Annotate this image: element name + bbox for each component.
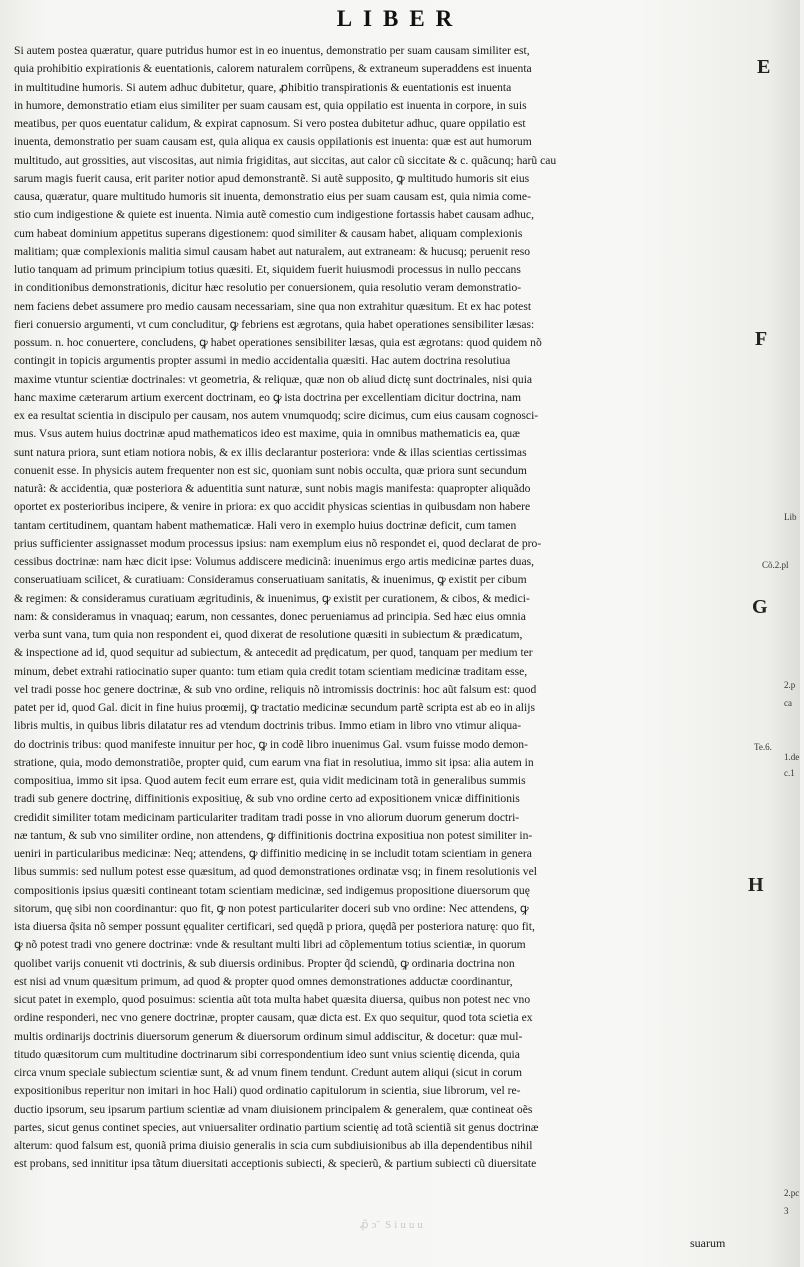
- text-line: quia prohibitio expirationis & euentationis, calorem naturalem corrũpens, & extraneum superaddens est inuenta: [14, 62, 532, 76]
- margin-note: Te.6.: [754, 742, 772, 752]
- text-line: stio cum indigestione & quiete est inuenta. Nimia autẽ comestio cum indigestione fortassis habet causam adhuc,: [14, 208, 534, 222]
- text-line: contingit in topicis argumentis propter assumi in medio accidentalia quæsiti. Hac autem doctrina resolutiua: [14, 354, 511, 368]
- margin-letter-e: E: [757, 56, 771, 78]
- text-line: credidit similiter totam medicinam particulariter traditam tradi posse in vno aliorum duorum generum doctri-: [14, 810, 520, 824]
- text-line: & inspectione ad id, quod sequitur ad subiectum, & antecedit ad prędicatum, per quod, tanquam per medium ter: [14, 646, 533, 660]
- text-line: sicut patet in exemplo, quod posuimus: scientia aũt tota multa habet quæsita diuersa, quibus non potest nec vno: [14, 993, 531, 1006]
- text-line: sarum magis fuerit causa, erit pariter notior apud demonstrantẽ. Si autẽ supposito, ꝙ multitudo humoris sit eius: [14, 171, 530, 185]
- margin-note: Cõ.2.pl: [762, 560, 789, 570]
- text-line: quolibet varijs conuenit vti doctrinis, & sub diuersis ordinibus. Propter q̃d sciendũ, ꝙ ordinaria doctrina non: [14, 956, 515, 970]
- text-line: tradi sub genere doctrinę, diffinitionis expositiuę, & sub vno ordine certo ad expositionem vnicæ diffinitionis: [14, 792, 520, 806]
- text-line: cessibus doctrinæ: nam hæc dicit ipse: Volumus addiscere medicinã: inuenimus ergo artis medicinæ partes duas,: [14, 555, 535, 568]
- text-line: ista diuersa q̃sita nõ semper possunt ęqualiter certificari, sed quędã p priora, quędã per posteriora naturę: quo fit,: [14, 920, 535, 933]
- margin-note: 2.p: [784, 680, 796, 690]
- text-line: causa, quæratur, quare multitudo humoris sit inuenta, demonstratio eius per suam causam est, quia nimia come-: [14, 190, 531, 203]
- text-line: meatibus, per quos euentatur calidum, & expirat capnosum. Si vero postea dubitetur adhuc, quare oppilatio est: [14, 117, 526, 130]
- text-line: alterum: quod falsum est, quoniã prima diuisio generalis in scia cum subdiuisionibus ab illa dependentibus nihil: [14, 1139, 533, 1152]
- text-line: inuenta, demonstratio per suam causam est, quia aliqua ex causis oppilationis est inuenta: quæ est aut humorum: [14, 135, 532, 149]
- text-line: circa vnum speciale subiectum scientiæ sunt, & ad vnum finem tendunt. Credunt autem aliqui (sicut in corum: [14, 1066, 523, 1079]
- text-line: verba sunt vana, tum quia non respondent ei, quod dixerat de resolutione quæsiti in subiectum & prædicatum,: [14, 628, 523, 641]
- margin-letter-f: F: [755, 328, 768, 350]
- text-line: compositiua, immo sit ipsa. Quod autem fecit eum errare est, quia vidit medicinam totã in generalibus summis: [14, 774, 526, 787]
- margin-letter-g: G: [752, 596, 768, 618]
- text-line: patet per id, quod Gal. dicit in fine huius proœmij, ꝙ tractatio medicinæ secundum partẽ scripta est ab eo in alijs: [14, 701, 535, 714]
- bleed-through-text: ꝓ̃ɔ̃ Siuuu: [360, 1219, 426, 1231]
- text-line: compositionis ipsius quæsiti contineant totam scientiam medicinæ, sed indigemus propositione diuersorum quę: [14, 883, 530, 897]
- text-line: lutio tanquam ad primum principium totius quæsiti. Et, siquidem fuerit huiusmodi processus in nullo peccans: [14, 263, 521, 276]
- text-line: multitudo, aut grossities, aut viscositas, aut nimia frigiditas, aut siccitas, aut calor cũ siccitate & c. quãcunq; harũ cau: [14, 153, 557, 167]
- text-line: fieri conuersio argumenti, vt cum concluditur, ꝙ febriens est ægrotans, quia habet operationes sensibiliter læsas:: [14, 317, 535, 331]
- text-line: possum. n. hoc conuertere, concludens, ꝙ habet operationes sensibiliter læsas, quia est ægrotans: quod quidem nõ: [14, 336, 542, 349]
- margin-note: ca: [784, 698, 792, 708]
- margin-note: Lib: [784, 512, 797, 522]
- text-line: libris multis, in quibus libris dilatatur res ad vtendum doctrinis tribus. Immo etiam in libro vno vtimur aliqua-: [14, 719, 522, 733]
- text-line: partes, sicut genus continet species, aut vniuersaliter ordinatio partium scientię ad totã scientiã sit genus doctrinæ: [14, 1120, 539, 1134]
- text-line: multis ordinarijs doctrinis diuersorum generum & diuersorum ordinum simul addiscitur, & docetur: quæ mul-: [14, 1029, 523, 1043]
- text-line: titudo quæsitorum cum multitudine doctrinarum sibi correspondentium ideo sunt vnius scientię dicenda, quia: [14, 1047, 520, 1061]
- text-line: sunt natura priora, sunt etiam notiora nobis, & ex illis declarantur posteriora: vnde & illas scientias certissimas: [14, 445, 527, 459]
- text-line: prius sufficienter assignasset modum processus ipsius: nam exemplum eius nõ respondet ei, quod declarat de pro-: [14, 536, 542, 550]
- text-line: & regimen: & consideramus curatiuam ægritudinis, & inuenimus, ꝙ existit per curationem, & cibos, & medici-: [14, 591, 530, 605]
- text-line: Si autem postea quæratur, quare putridus humor est in eo inuentus, demonstratio per suam causam similiter est,: [14, 44, 530, 57]
- body-text: [14, 42, 742, 1174]
- text-line: expositionibus reperitur non imitari in hoc Hali) quod ordinatio capitulorum in scientia, siue librorum, vel re-: [14, 1084, 521, 1098]
- text-line: sitorum, quę sibi non coordinantur: quo fit, ꝙ non potest particulariter doceri sub vno ordine: Nec attendens, ꝙ: [14, 901, 529, 915]
- text-line: ordine responderi, nec vno genere doctrinæ, propter causam, quæ dicta est. Ex quo sequitur, quod tota scietia ex: [14, 1011, 533, 1025]
- text-line: hanc maxime cæterarum artium exercent doctrinam, eo ꝙ ista doctrina per excellentiam dicitur doctrina, nam: [14, 390, 522, 404]
- margin-letter-h: H: [748, 874, 764, 896]
- text-line: do doctrinis tribus: quod manifeste innuitur per hoc, ꝙ in codẽ libro inuenimus Gal. vsum fuisse modo demon-: [14, 737, 528, 751]
- margin-note: c.1: [784, 768, 795, 778]
- text-line: nam: & consideramus in vnaquaq; earum, non cessantes, donec perueniamus ad principia. Sed hæc eius omnia: [14, 609, 526, 623]
- text-line: ueniri in particularibus medicinæ: Neq; attendens, ꝙ diffinitio medicinę in se includit totam scientiam in genera: [14, 847, 532, 860]
- text-line: tantam certitudinem, quantam habent mathematicæ. Hali vero in exemplo huius doctrinæ deficit, cum tamen: [14, 518, 517, 532]
- text-line: conuenit esse. In physicis autem frequenter non est sic, quoniam sunt nobis occulta, quæ priora sunt secundum: [14, 463, 527, 477]
- text-line: est nisi ad vnum quæsitum primum, ad quod & propter quod omnes demonstrationes adductæ coordinantur,: [14, 974, 513, 988]
- catchword: suarum: [690, 1236, 726, 1250]
- text-line: in conditionibus demonstrationis, dicitur hæc resolutio per conuersionem, quia resolutio veram demonstratio-: [14, 281, 522, 295]
- text-line: nem faciens debet assumere pro medio causam necessariam, sine qua non extrahitur quæsitum. Et ex hac potest: [14, 299, 532, 313]
- margin-note: 1.de: [784, 752, 800, 762]
- text-line: ex ea resultat scientia in discipulo per causam, nos autem vnumquodq; scire dicimus, cum eius causam cognosci-: [14, 409, 539, 422]
- text-line: libus summis: sed nullum potest esse quæsitum, ad quod demonstrationes ordinatæ vsq; in finem resolutionis vel: [14, 865, 537, 879]
- text-line: in multitudine humoris. Si autem adhuc dubitetur, quare, ꝓhibitio transpirationis & euentationis est inuenta: [14, 80, 512, 94]
- text-line: mus. Vsus autem huius doctrinæ apud mathematicos ideo est maxime, quia in omnibus mathematicis ea, quæ: [14, 427, 520, 441]
- text-line: maxime vtuntur scientiæ doctrinales: vt geometria, & reliquæ, quæ non ob aliud dictę sunt doctrinales, nisi quia: [14, 372, 533, 386]
- text-line: est probans, sed innititur ipsa tãtum diuersitati acceptionis subiecti, & specierũ, & partium subiecti cũ diuersitate: [14, 1157, 537, 1171]
- margin-note: 2.pc: [784, 1188, 800, 1198]
- text-line: minum, debet extrahi ratiocinatio super quanto: tum etiam quia credit totam scientiam medicinæ traditam esse,: [14, 664, 528, 678]
- running-header: LIBER: [336, 6, 464, 31]
- text-line: vel tradi posse hoc genere doctrinæ, & sub vno ordine, reliquis nõ intromissis doctrinis: hoc aũt falsum est: quod: [14, 682, 537, 696]
- text-line: malitiam; quæ complexionis malitia simul causam habet aut naturalem, aut extraneam: & hucusq; peruenit reso: [14, 244, 531, 258]
- text-line: conseruatiuam scilicet, & curatiuam: Consideramus conseruatiuam sanitatis, & inuenimus, ꝙ existit per cibum: [14, 573, 527, 587]
- margin-note: 3: [784, 1206, 789, 1216]
- text-line: in humore, demonstratio etiam eius similiter per suam causam est, quia oppilatio est inuenta in corpore, in suis: [14, 98, 527, 112]
- text-line: cum habeat dominium appetitus superans digestionem: quod similiter & causam habet, aliquam complexionis: [14, 226, 523, 240]
- text-line: oportet ex posterioribus incipere, & venire in priora: ex quo accidit physicas scientias in quibusdam non habere: [14, 500, 531, 514]
- text-line: ductio ipsorum, seu ipsarum partium scientiæ ad vnam diuisionem principalem & generalem, quæ contineat oẽs: [14, 1102, 533, 1116]
- text-line: stratione, quia, modo demonstratiõe, propter quid, cum earum vna fiat in resolutiua, immo sit ipsa: alia autem in: [14, 755, 534, 769]
- text-line: næ tantum, & sub vno similiter ordine, non attendens, ꝙ diffinitionis doctrina expositiua non potest similiter in-: [14, 828, 533, 842]
- text-line: ꝙ nõ potest tradi vno genere doctrinæ: vnde & resultant multi libri ad cõplementum totius scientiæ, in quorum: [14, 938, 526, 952]
- text-line: naturã: & accidentia, quæ posteriora & aduentitia sunt naturæ, sunt nobis magis manifesta: quapropter aliquãdo: [14, 482, 531, 495]
